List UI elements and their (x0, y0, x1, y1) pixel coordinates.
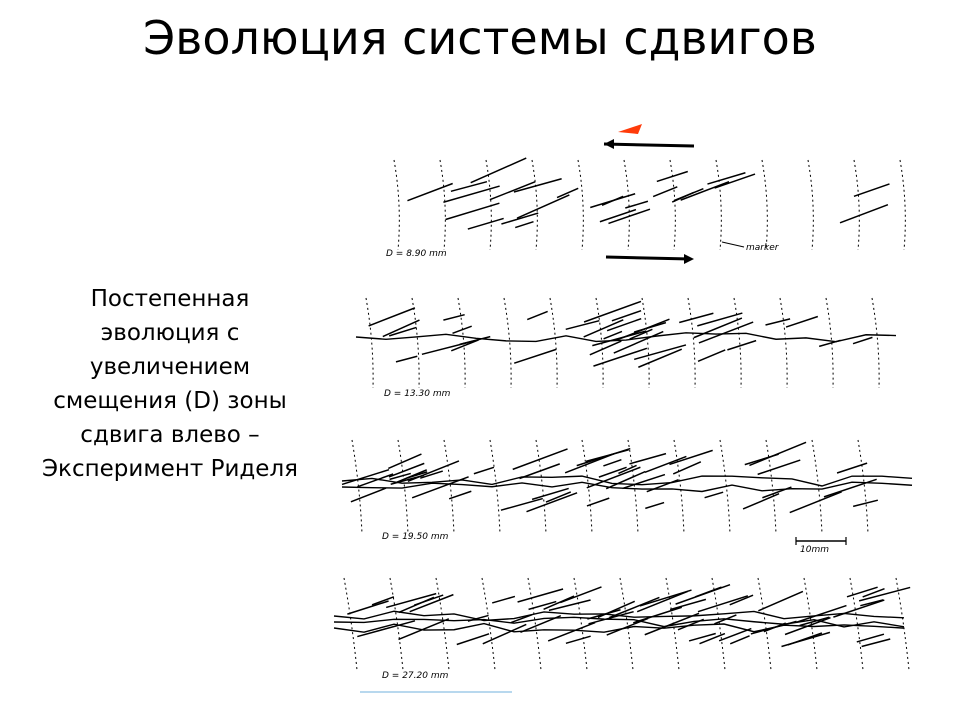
slide-title: Эволюция системы сдвигов (143, 11, 817, 65)
shear-segment (565, 454, 614, 473)
shear-segment (514, 349, 556, 363)
shear-segment (372, 597, 394, 605)
marker-line (758, 578, 771, 670)
shear-segment (853, 337, 872, 343)
shear-segment (483, 624, 526, 643)
shear-segment (451, 182, 487, 192)
marker-line (440, 160, 445, 250)
shear-segment (369, 308, 415, 326)
shear-segment (398, 619, 448, 640)
fracture-panel (386, 158, 905, 259)
shear-segment (645, 503, 664, 509)
shear-segment (410, 595, 454, 612)
shear-segment (727, 341, 756, 350)
displacement-label: D = 19.50 mm (382, 532, 449, 542)
shear-segment (854, 184, 890, 196)
arrowhead-icon (604, 139, 614, 149)
marker-line (578, 160, 583, 250)
shear-segment (566, 321, 600, 330)
shear-segment (422, 341, 474, 354)
shear-segment (640, 590, 692, 606)
shear-segment (517, 195, 569, 218)
shear-segment (357, 621, 415, 637)
marker-line (574, 578, 587, 670)
marker-line (366, 298, 373, 388)
shear-segment (527, 493, 578, 512)
marker-line (532, 160, 537, 250)
shear-segment (590, 341, 622, 355)
marker-line (688, 298, 695, 388)
shear-segment (698, 350, 725, 361)
shear-segment (698, 596, 748, 612)
displacement-label: D = 8.90 mm (386, 249, 447, 259)
marker-line (412, 298, 419, 388)
marker-line (550, 298, 557, 388)
shear-segment (790, 492, 842, 513)
caption-line: смещения (D) зоны (53, 388, 287, 414)
shear-segment (695, 587, 721, 597)
shear-segment (657, 171, 688, 181)
arrowhead-icon (684, 254, 694, 264)
marker-pointer (722, 242, 744, 247)
shear-segment (515, 222, 533, 228)
shear-segment (342, 470, 389, 485)
panels-group (334, 158, 912, 681)
shear-segment (471, 158, 527, 183)
shear-segment (749, 442, 806, 465)
marker-line (858, 440, 868, 534)
marker-line (620, 578, 633, 670)
marker-line (642, 298, 649, 388)
shear-segment (634, 345, 686, 359)
shear-segment (758, 460, 801, 474)
marker-line (670, 160, 675, 250)
shear-segment (449, 491, 471, 499)
shear-segment (673, 462, 701, 474)
shear-segment (669, 450, 712, 464)
marker-line (624, 160, 629, 250)
shear-segment (645, 456, 686, 472)
shear-segment (766, 319, 791, 325)
shear-segment (492, 596, 515, 602)
marker-line (504, 298, 511, 388)
fracture-panel (342, 440, 912, 542)
scale-bar-label: 10mm (800, 545, 829, 555)
shear-segment (670, 599, 706, 609)
marker-line (900, 160, 905, 250)
caption-line: Эксперимент Риделя (42, 456, 298, 482)
marker-line (780, 298, 787, 388)
shear-segment (351, 488, 386, 502)
shear-segment (518, 589, 563, 602)
bottom-shear-arrow (606, 257, 690, 259)
shear-segment (786, 316, 818, 327)
marker-line (394, 160, 399, 250)
top-shear-arrow (604, 144, 694, 146)
shear-segment (758, 591, 803, 610)
marker-line (628, 440, 638, 534)
shear-segment (587, 498, 609, 506)
shear-segment (679, 313, 713, 322)
shear-segment (586, 450, 629, 462)
marker-line (762, 160, 767, 250)
shear-segment (672, 192, 694, 202)
shear-segment (396, 356, 417, 362)
shear-segment (689, 633, 716, 640)
marker-line (734, 298, 741, 388)
shear-segment (629, 454, 666, 464)
shear-segment (527, 311, 547, 319)
shear-segment (862, 639, 891, 646)
caption-line: эволюция с (100, 320, 240, 346)
fracture-panel (334, 578, 910, 681)
fracture-panel (356, 298, 896, 399)
marker-line (444, 440, 454, 534)
shear-segment (584, 301, 641, 322)
marker-line (344, 578, 357, 670)
marker-line (716, 160, 721, 250)
shear-segment (609, 597, 659, 617)
arrow-tip-icon (618, 124, 642, 134)
shear-segment (490, 182, 535, 200)
caption-line: Постепенная (90, 286, 250, 312)
marker-line (896, 578, 909, 670)
displacement-label: D = 27.20 mm (382, 671, 449, 681)
marker-line (812, 440, 822, 534)
marker-line (808, 160, 813, 250)
shear-segment (623, 475, 665, 489)
shear-segment (453, 326, 472, 333)
caption-line: увеличением (89, 354, 251, 380)
shear-segment (612, 311, 641, 321)
shear-segment (730, 636, 749, 644)
marker-label: marker (746, 243, 779, 253)
shear-segment (840, 205, 888, 223)
shear-segment (468, 218, 504, 229)
shear-segment (637, 591, 687, 611)
shear-segment (857, 634, 884, 642)
marker-line (536, 440, 546, 534)
shear-segment (606, 472, 645, 489)
shear-segment (681, 182, 729, 200)
shear-segment (474, 467, 494, 473)
shear-segment (566, 636, 591, 643)
shear-segment (514, 179, 562, 192)
shear-segment (603, 460, 621, 466)
shear-segment (788, 633, 822, 645)
shear-segment (625, 201, 648, 208)
displacement-label: D = 13.30 mm (384, 389, 451, 399)
marker-line (854, 160, 859, 250)
shear-segment (705, 492, 724, 498)
shear-segment (347, 601, 388, 614)
shear-segment (560, 587, 601, 603)
shear-segment (407, 183, 452, 200)
caption-line: сдвига влево – (80, 422, 260, 448)
marker-line (766, 440, 776, 534)
marker-line (872, 298, 879, 388)
marker-line (674, 440, 684, 534)
